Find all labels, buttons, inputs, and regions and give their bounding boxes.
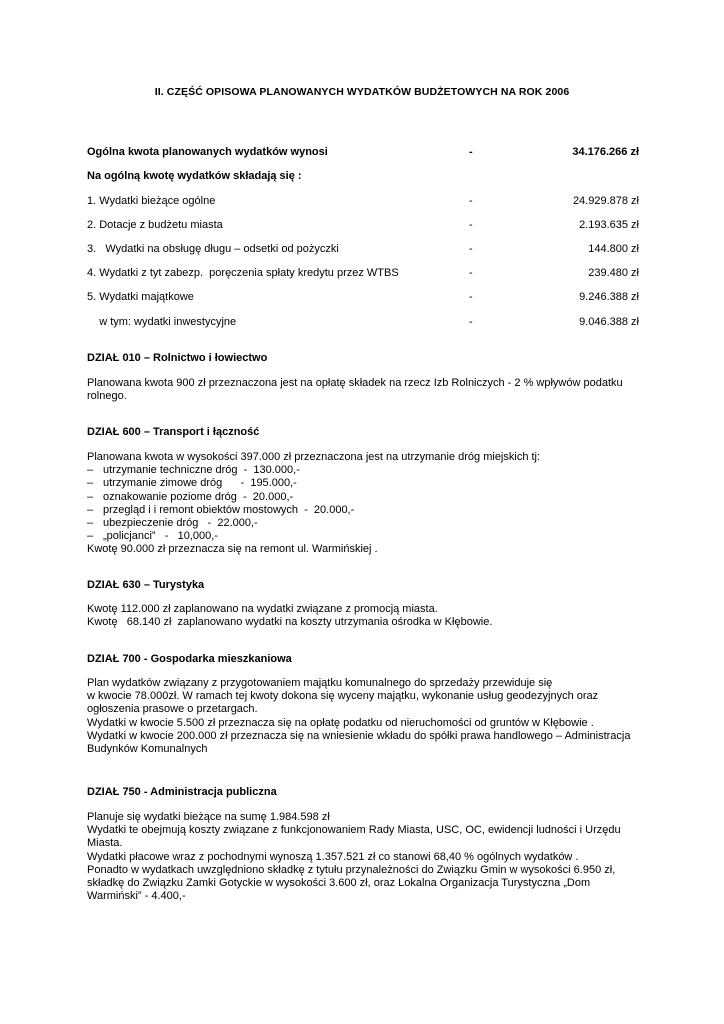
text-line: Kwotę 90.000 zł przeznacza się na remont ul. Warmińskiej . xyxy=(87,543,378,556)
text-line: w kwocie 78.000zł. W ramach tej kwoty dokona się wyceny majątku, wykonanie usług geodezyjnych oraz xyxy=(87,690,599,703)
text-line: Wydatki te obejmują koszty związane z funkcjonowaniem Rady Miasta, USC, OC, ewidencji ludności i Urzędu xyxy=(87,824,621,837)
summary-item-label: 3. Wydatki na obsługę długu – odsetki od pożyczki xyxy=(87,243,339,255)
section-body-700 xyxy=(87,677,647,756)
list-marker: – xyxy=(87,503,94,516)
section-body-010 xyxy=(87,377,647,403)
summary-item-dash: - xyxy=(469,243,473,255)
summary-item-dash: - xyxy=(469,219,473,231)
list-item-text: ubezpieczenie dróg - 22.000,- xyxy=(103,517,258,530)
section-heading-750: DZIAŁ 750 - Administracja publiczna xyxy=(87,786,277,798)
summary-item-label: 5. Wydatki majątkowe xyxy=(87,291,194,303)
list-marker: – xyxy=(87,517,94,530)
list-item xyxy=(87,477,647,490)
text-line: Plan wydatków związany z przygotowaniem majątku komunalnego do sprzedaży przewiduje się xyxy=(87,677,553,689)
summary-item-label: w tym: wydatki inwestycyjne xyxy=(87,316,237,328)
section-body-600 xyxy=(87,451,647,557)
list-item xyxy=(87,464,647,477)
text-line: ogłoszenia prasowe o przetargach. xyxy=(87,703,258,716)
summary-item-row xyxy=(87,195,639,209)
summary-item-amount: 24.929.878 zł xyxy=(572,195,639,207)
text-line: Wydatki w kwocie 5.500 zł przeznacza się na opłatę podatku od nieruchomości od gruntów w Kłębowie . xyxy=(87,716,594,729)
summary-item-dash: - xyxy=(469,291,473,303)
text-line: Ponadto w wydatkach uwzględniono składkę z tytułu przynależności do Związku Gmin w wysokości 6.950 zł, xyxy=(87,863,616,876)
text-line: składkę do Związku Zamki Gotyckie w wysokości 3.600 zł, oraz Lokalna Organizacja Turystyczna „Dom xyxy=(87,877,591,890)
text-line: Planowana kwota w wysokości 397.000 zł przeznaczona jest na utrzymanie dróg miejskich tj: xyxy=(87,451,541,463)
list-marker: – xyxy=(87,464,94,477)
text-line: rolnego. xyxy=(87,390,127,403)
list-marker: – xyxy=(87,490,94,503)
list-item xyxy=(87,517,647,530)
text-line: Planowana kwota 900 zł przeznaczona jest na opłatę składek na rzecz Izb Rolniczych - 2 % wpływów podatku xyxy=(87,377,623,389)
summary-item-row xyxy=(87,316,639,330)
summary-item-label: 1. Wydatki bieżące ogólne xyxy=(87,195,216,207)
summary-item-label: 2. Dotacje z budżetu miasta xyxy=(87,219,223,231)
list-marker: – xyxy=(87,477,94,490)
summary-item-row xyxy=(87,243,639,257)
summary-total-label: Ogólna kwota planowanych wydatków wynosi xyxy=(87,146,328,158)
summary-item-amount: 144.800 zł xyxy=(588,243,639,255)
list-item-text: utrzymanie zimowe dróg - 195.000,- xyxy=(103,477,297,490)
summary-item-dash: - xyxy=(469,195,473,207)
list-item xyxy=(87,530,647,543)
summary-item-amount: 9.246.388 zł xyxy=(579,291,639,303)
summary-item-dash: - xyxy=(469,267,473,279)
summary-item-row xyxy=(87,291,639,305)
summary-total-row xyxy=(87,146,639,160)
text-line: Wydatki płacowe wraz z pochodnymi wynoszą 1.357.521 zł co stanowi 68,40 % ogólnych wydatków . xyxy=(87,850,579,863)
text-line: Planuje się wydatki bieżące na sumę 1.984.598 zł xyxy=(87,811,330,823)
text-line: Kwotę 112.000 zł zaplanowano na wydatki związane z promocją miasta. xyxy=(87,603,438,615)
list-item-text: przegląd i i remont obiektów mostowych - 20.000,- xyxy=(103,503,355,516)
list-item-text: utrzymanie techniczne dróg - 130.000,- xyxy=(103,464,300,477)
summary-intro-row xyxy=(87,170,639,184)
list-item xyxy=(87,491,647,504)
summary-item-amount: 2.193.635 zł xyxy=(579,219,639,231)
section-heading-010: DZIAŁ 010 – Rolnictwo i łowiectwo xyxy=(87,352,268,364)
section-body-630 xyxy=(87,603,647,629)
section-heading-630: DZIAŁ 630 – Turystyka xyxy=(87,579,205,591)
section-heading-700: DZIAŁ 700 - Gospodarka mieszkaniowa xyxy=(87,653,292,665)
text-line: Warmiński” - 4.400,- xyxy=(87,890,186,903)
summary-item-row xyxy=(87,267,639,281)
list-item-text: „policjanci” - 10,000,- xyxy=(103,530,218,543)
summary-item-dash: - xyxy=(469,316,473,328)
text-line: Miasta. xyxy=(87,837,123,850)
list-item-text: oznakowanie poziome dróg - 20.000,- xyxy=(103,490,294,503)
list-item xyxy=(87,504,647,517)
section-body-750 xyxy=(87,811,647,903)
summary-item-row xyxy=(87,219,639,233)
section-heading-600: DZIAŁ 600 – Transport i łączność xyxy=(87,426,260,438)
summary-total-amount: 34.176.266 zł xyxy=(572,146,639,158)
summary-intro: Na ogólną kwotę wydatków składają się : xyxy=(87,170,302,182)
text-line: Wydatki w kwocie 200.000 zł przeznacza się na wniesienie wkładu do spółki prawa handlowego – Administracja xyxy=(87,729,631,742)
list-marker: – xyxy=(87,530,94,543)
summary-item-amount: 239.480 zł xyxy=(588,267,639,279)
text-line: Budynków Komunalnych xyxy=(87,743,208,756)
summary-item-label: 4. Wydatki z tyt zabezp. poręczenia spłaty kredytu przez WTBS xyxy=(87,267,399,279)
summary-item-amount: 9.046.388 zł xyxy=(579,316,639,328)
summary-total-dash: - xyxy=(469,146,473,158)
text-line: Kwotę 68.140 zł zaplanowano wydatki na koszty utrzymania ośrodka w Kłębowie. xyxy=(87,616,493,629)
document-title: II. CZĘŚĆ OPISOWA PLANOWANYCH WYDATKÓW BUDŻETOWYCH NA ROK 2006 xyxy=(154,86,570,98)
